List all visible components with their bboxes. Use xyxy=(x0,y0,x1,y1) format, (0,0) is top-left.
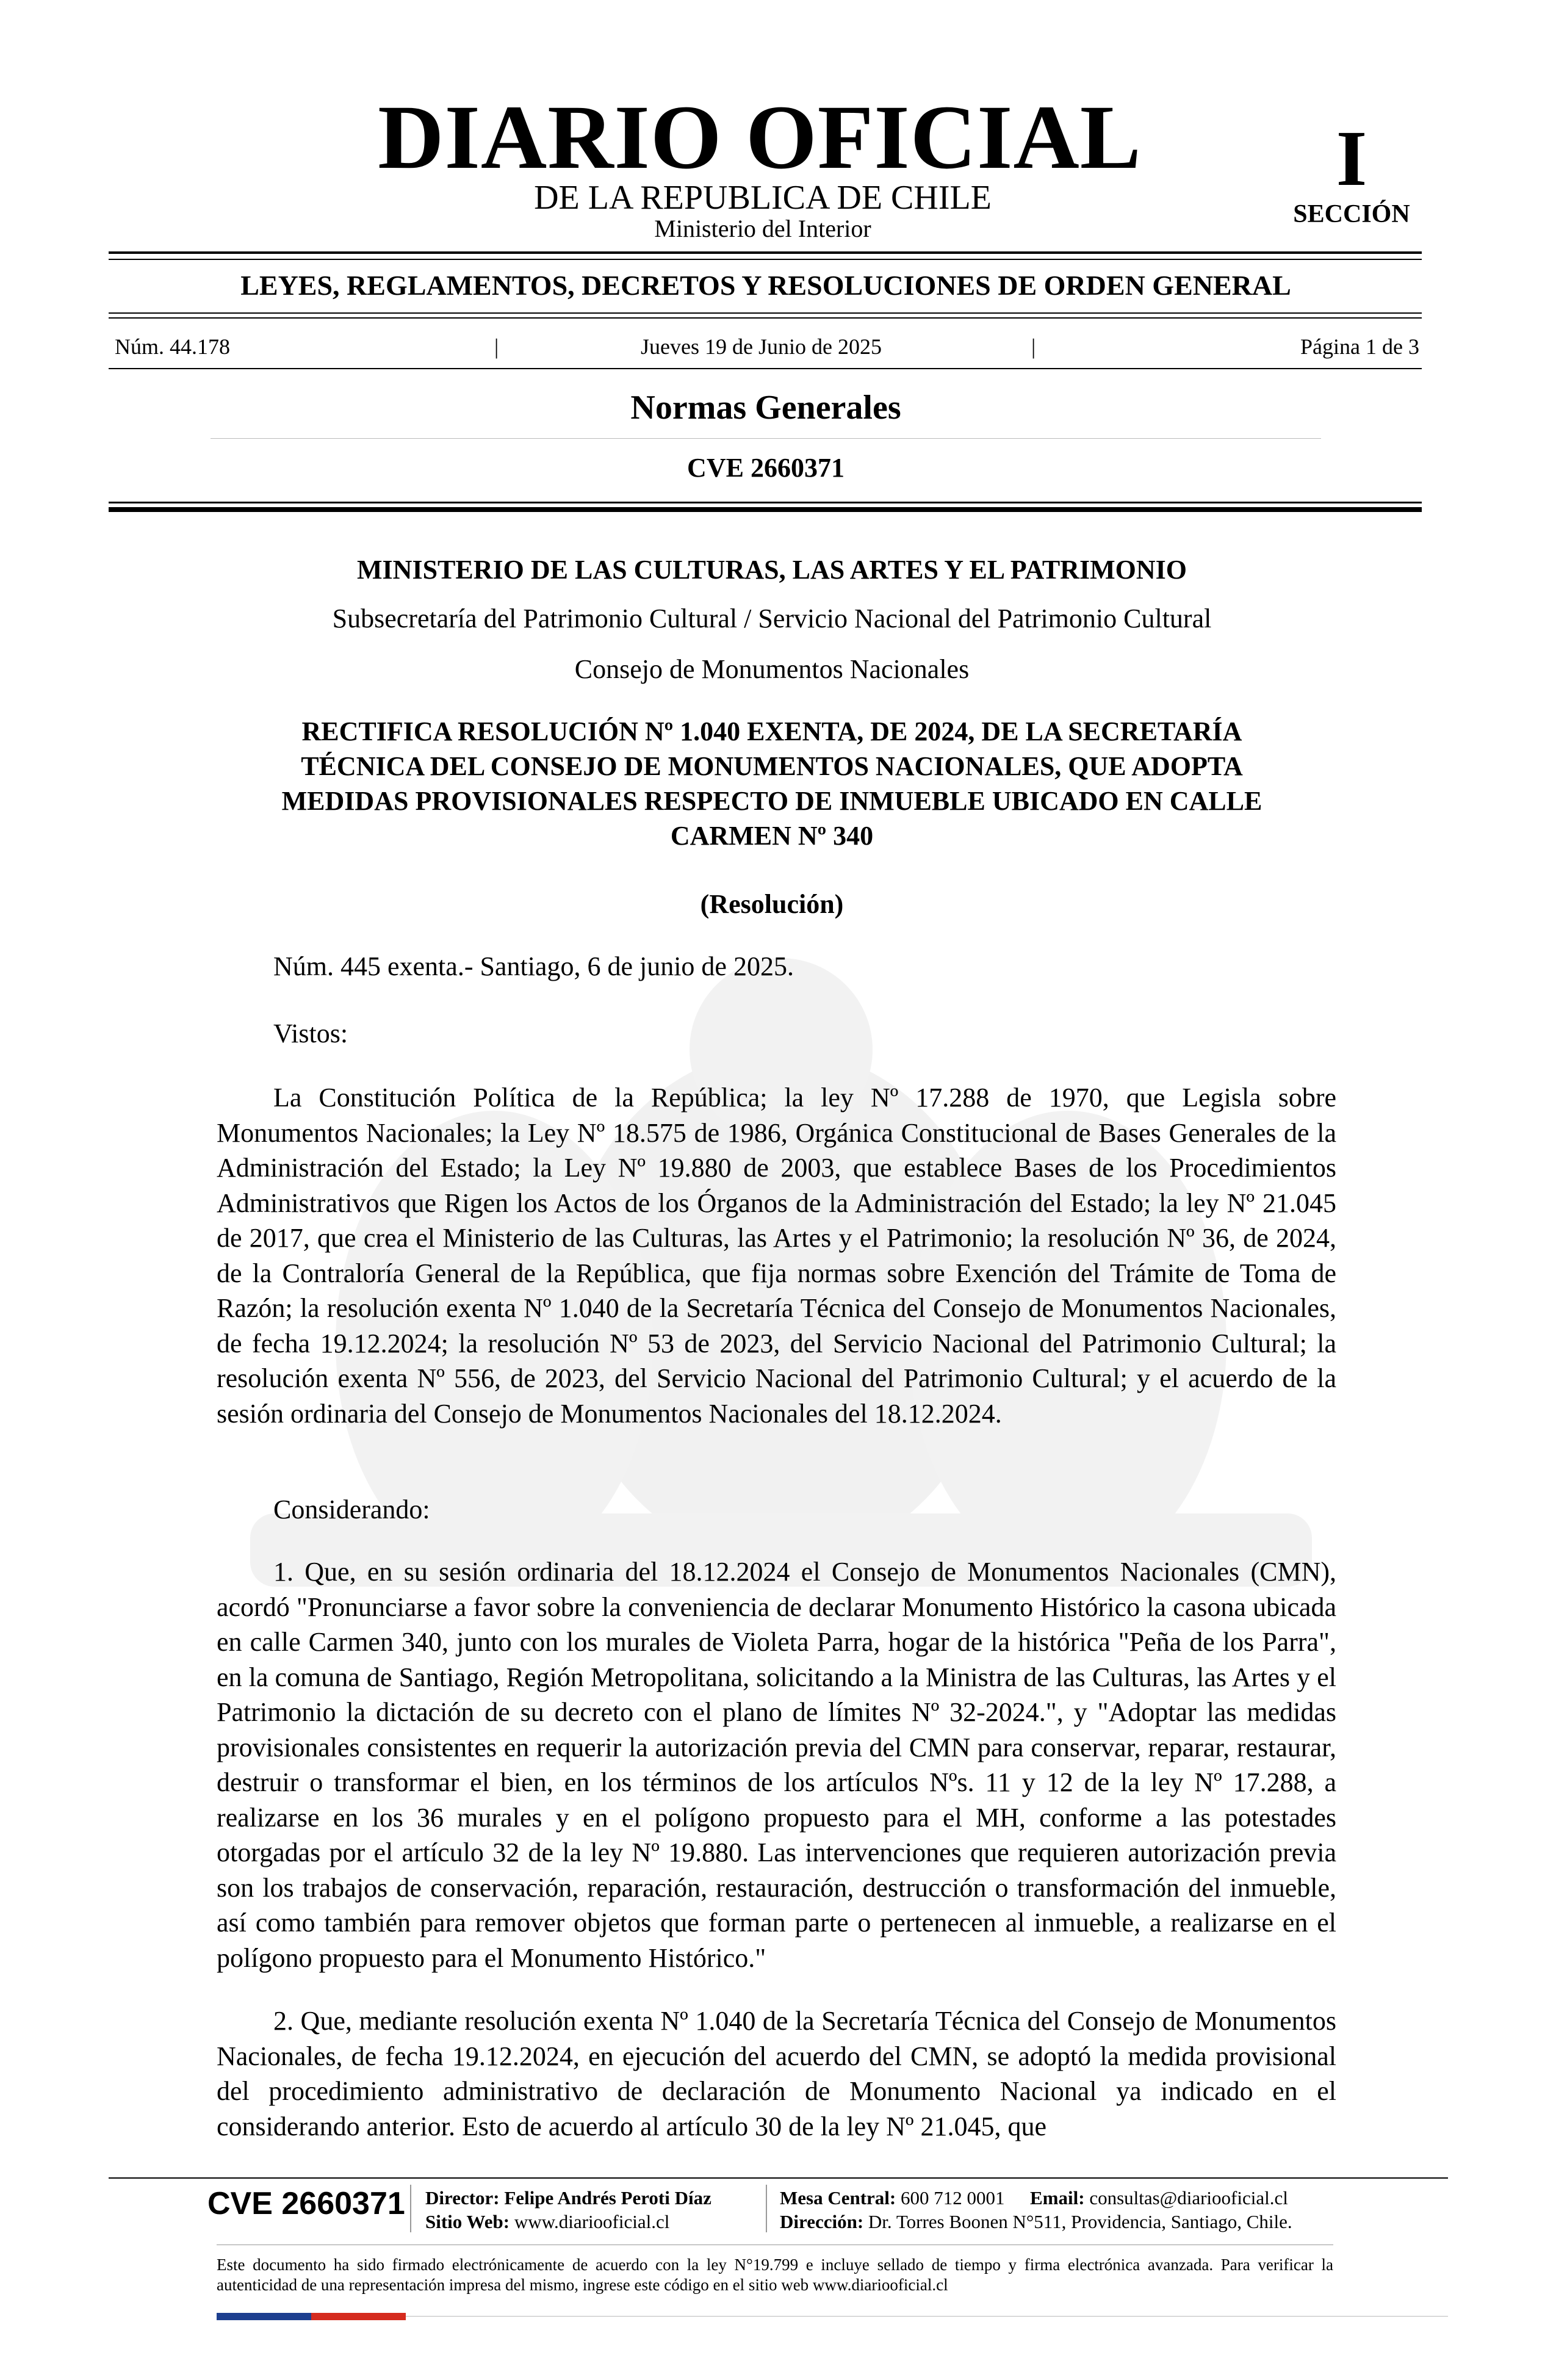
resolution-title-line: TÉCNICA DEL CONSEJO DE MONUMENTOS NACIONALES, QUE ADOPTA xyxy=(301,751,1243,781)
footer-director-name: Felipe Andrés Peroti Díaz xyxy=(504,2187,711,2209)
footer-separator-1 xyxy=(410,2185,411,2232)
considerando-label: Considerando: xyxy=(273,1495,430,1524)
footer-phone: 600 712 0001 xyxy=(901,2187,1005,2209)
vistos-paragraph xyxy=(217,1080,1336,1431)
section-numeral: I xyxy=(1336,115,1367,203)
masthead-ministry: Ministerio del Interior xyxy=(654,215,871,242)
rule-top-2 xyxy=(109,259,1422,260)
footer-phone-label: Mesa Central: xyxy=(780,2187,896,2209)
footer-email-link[interactable]: consultas@diariooficial.cl xyxy=(1089,2187,1288,2209)
masthead-subtitle: DE LA REPUBLICA DE CHILE xyxy=(534,179,992,217)
rule-meta-bottom xyxy=(109,368,1422,369)
rule-top-1 xyxy=(109,251,1422,254)
resolution-title-line: CARMEN Nº 340 xyxy=(670,821,874,851)
subsecretaria: Subsecretaría del Patrimonio Cultural / Servicio Nacional del Patrimonio Cultural xyxy=(332,604,1212,633)
issue-date: Jueves 19 de Junio de 2025 xyxy=(641,334,882,359)
rule-header-end-1 xyxy=(109,502,1422,503)
cve-code: CVE 2660371 xyxy=(687,453,845,483)
category-title: Normas Generales xyxy=(630,389,901,427)
footer-site xyxy=(425,2210,669,2234)
rule-header-end-2 xyxy=(109,507,1422,512)
page-indicator: Página 1 de 3 xyxy=(1300,334,1419,359)
footer-director xyxy=(425,2187,711,2210)
footer-separator-2 xyxy=(766,2185,767,2232)
footer-site-label: Sitio Web: xyxy=(425,2211,510,2232)
resolution-number-line: Núm. 445 exenta.- Santiago, 6 de junio de 2025. xyxy=(273,951,794,981)
footer-address xyxy=(780,2210,1292,2234)
footer-address-text: Dr. Torres Boonen N°511, Providencia, Santiago, Chile. xyxy=(868,2211,1292,2232)
resolution-title-line: RECTIFICA RESOLUCIÓN Nº 1.040 EXENTA, DE 2024, DE LA SECRETARÍA xyxy=(301,716,1242,746)
footer-signature-notice: Este documento ha sido firmado electrónicamente de acuerdo con la ley N°19.799 e incluye sellado de tiempo y firma electrónica avanzada. Para verificar la autenticidad de una representación impresa del mismo, ingrese este código en el sitio web www.diariooficial.cl xyxy=(217,2256,1333,2294)
meta-separator-1: | xyxy=(494,334,499,359)
rule-bottom xyxy=(406,2316,1448,2317)
band-title: LEYES, REGLAMENTOS, DECRETOS Y RESOLUCIONES DE ORDEN GENERAL xyxy=(240,270,1291,301)
rule-band-bottom-2 xyxy=(109,317,1422,319)
rule-category xyxy=(211,438,1321,439)
considerando-2-paragraph xyxy=(217,2003,1336,2144)
footer-site-link[interactable]: www.diariooficial.cl xyxy=(514,2211,670,2232)
ministry-name: MINISTERIO DE LAS CULTURAS, LAS ARTES Y EL PATRIMONIO xyxy=(357,555,1187,585)
footer-director-label: Director: xyxy=(425,2187,500,2209)
consejo-name: Consejo de Monumentos Nacionales xyxy=(574,654,970,684)
section-label: SECCIÓN xyxy=(1293,200,1410,228)
considerando-1-text: 1. Que, en su sesión ordinaria del 18.12.2024 el Consejo de Monumentos Nacionales (CMN), acordó "Pronunciarse a favor sobre la conveniencia de declarar Monumento Histórico la casona ubicada en calle Carmen 340, junto con los murales de Violeta Parra, hogar de la histórica "Peña de los Parra", en la comuna de Santiago, Región Metropolitana, solicitando a la Ministra de las Culturas, las Artes y el Patrimonio la dictación de su decreto con el plano de límites Nº 32-2024.", y "Adoptar las medidas provisionales consistentes en requerir la autorización previa del CMN para conservar, reparar, restaurar, destruir o transformar el bien, en los términos de los artículos Nºs. 11 y 12 de la ley Nº 17.288, a realizarse en los 36 murales y en el polígono propuesto para el MH, conforme a las potestades otorgadas por el artículo 32 de la ley Nº 19.880. Las intervenciones que requieren autorización previa son los trabajos de conservación, reparación, restauración, destrucción o transformación del inmueble, así como también para remover objetos que forman parte o pertenecen al inmueble, a realizarse en el polígono propuesto para el Monumento Histórico." xyxy=(217,1557,1336,1973)
considerando-2-text: 2. Que, mediante resolución exenta Nº 1.040 de la Secretaría Técnica del Consejo de Monumentos Nacionales, de fecha 19.12.2024, en ejecución del acuerdo del CMN, se adoptó la medida provisional del procedimiento administrativo de declaración de Monumento Nacional ya indicado en el considerando anterior. Esto de acuerdo al artículo 30 de la ley Nº 21.045, que xyxy=(217,2006,1336,2141)
vistos-text: La Constitución Política de la República; la ley Nº 17.288 de 1970, que Legisla sobre Monumentos Nacionales; la Ley Nº 18.575 de 1986, Orgánica Constitucional de Bases Generales de la Administración del Estado; la Ley Nº 19.880 de 2003, que establece Bases de los Procedimientos Administrativos que Rigen los Actos de los Órganos de la Administración del Estado; la ley Nº 21.045 de 2017, que crea el Ministerio de las Culturas, las Artes y el Patrimonio; la resolución Nº 36, de 2024, de la Contraloría General de la República, que fija normas sobre Exención del Trámite de Toma de Razón; la resolución exenta Nº 1.040 de la Secretaría Técnica del Consejo de Monumentos Nacionales, de fecha 19.12.2024; la resolución Nº 53 de 2023, del Servicio Nacional del Patrimonio Cultural; la resolución exenta Nº 556, de 2023, del Servicio Nacional del Patrimonio Cultural; y el acuerdo de la sesión ordinaria del Consejo de Monumentos Nacionales del 18.12.2024. xyxy=(217,1083,1336,1429)
issue-number: Núm. 44.178 xyxy=(115,334,230,359)
flag-stripe xyxy=(217,2313,406,2320)
issue-meta-row xyxy=(110,334,1422,359)
rule-footer xyxy=(109,2177,1448,2179)
footer-contact xyxy=(780,2187,1288,2210)
meta-separator-2: | xyxy=(1031,334,1036,359)
footer-address-label: Dirección: xyxy=(780,2211,864,2232)
rule-band-bottom-1 xyxy=(109,312,1422,314)
footer-email-label: Email: xyxy=(1030,2187,1085,2209)
resolution-title-line: MEDIDAS PROVISIONALES RESPECTO DE INMUEBLE UBICADO EN CALLE xyxy=(281,786,1262,816)
resolution-title xyxy=(217,714,1327,853)
masthead-title: DIARIO OFICIAL xyxy=(378,87,1142,188)
flag-stripe-blue xyxy=(217,2313,311,2320)
footer-cve-code: CVE 2660371 xyxy=(207,2186,405,2221)
vistos-label: Vistos: xyxy=(273,1019,348,1048)
resolution-kind: (Resolución) xyxy=(700,889,844,919)
flag-stripe-red xyxy=(311,2313,406,2320)
considerando-1-paragraph xyxy=(217,1554,1336,1975)
